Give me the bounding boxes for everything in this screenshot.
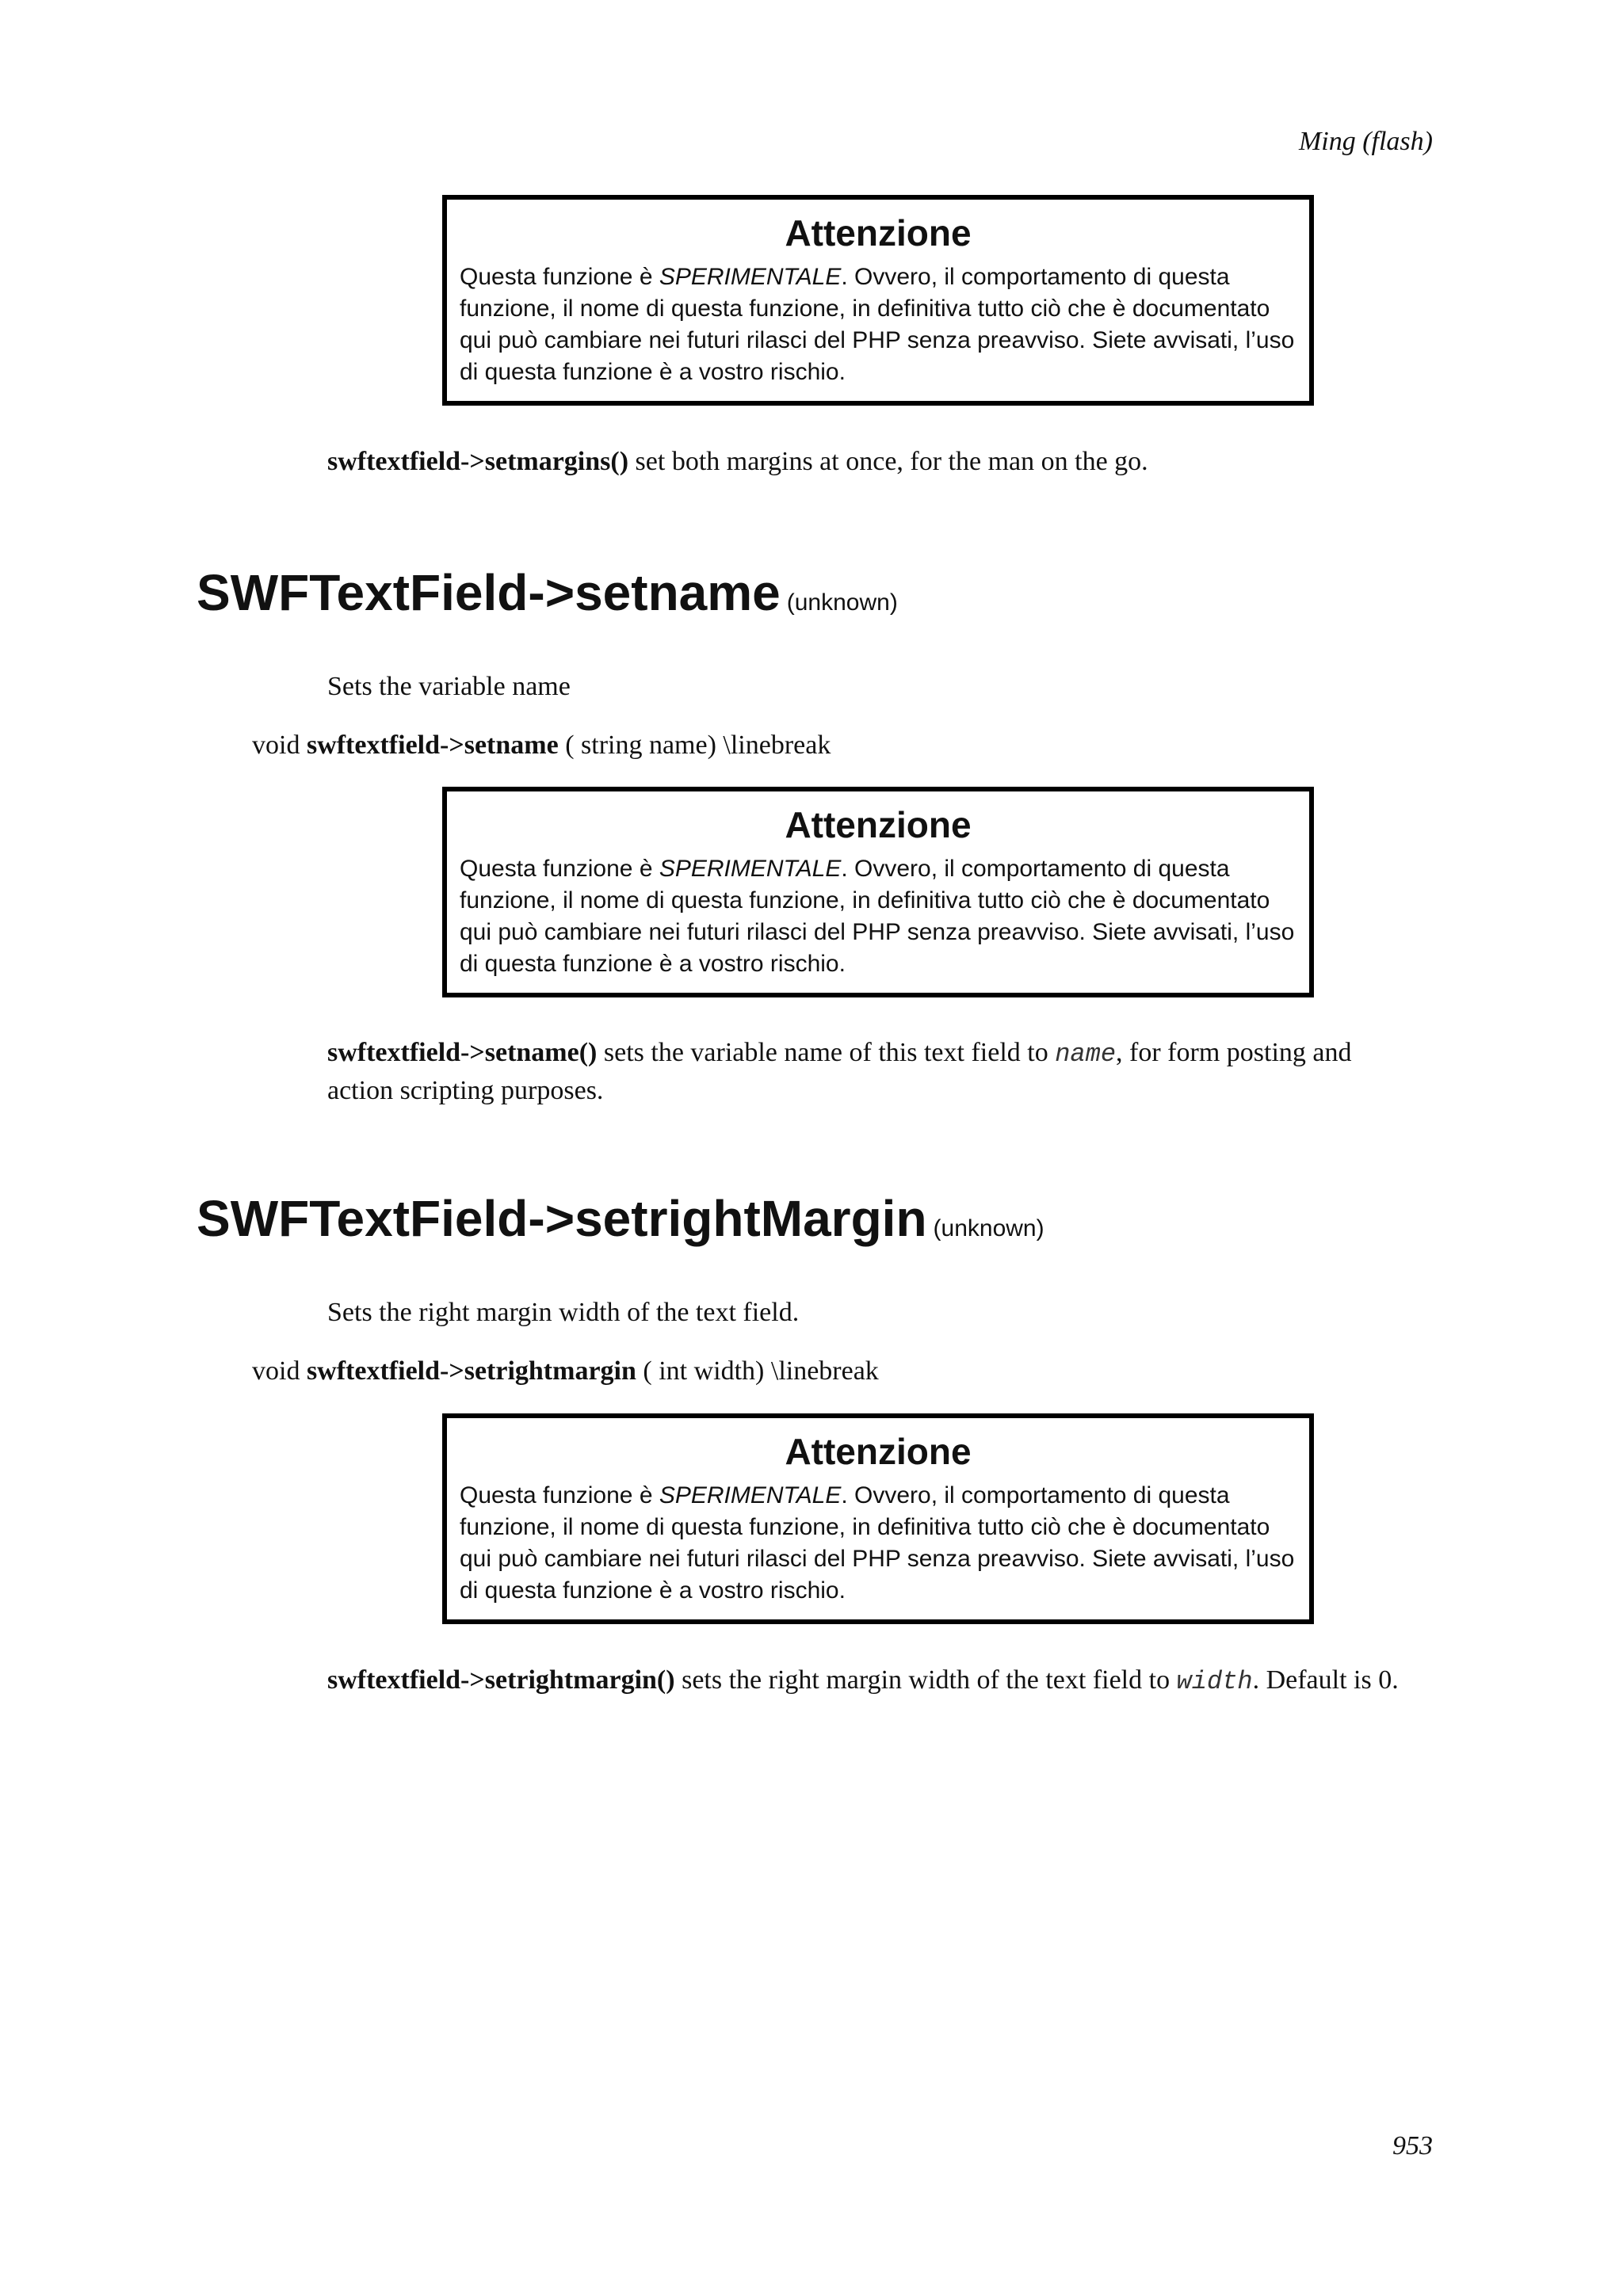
warning-box	[442, 1413, 1314, 1624]
parameter-width: width	[1176, 1667, 1253, 1696]
description-setname: swftextfield->setname() sets the variable name of this text field to name, for form posting and action scripting purposes.	[327, 1038, 1352, 1105]
prototype-setrightmargin: void swftextfield->setrightmargin ( int width) \linebreak	[252, 1356, 879, 1386]
running-head: Ming (flash)	[1298, 127, 1433, 156]
parameter-name: name	[1055, 1039, 1117, 1069]
warning-title: Attenzione	[785, 804, 972, 845]
warning-title: Attenzione	[785, 1431, 972, 1472]
summary-setrightmargin: Sets the right margin width of the text field.	[327, 1298, 800, 1327]
warning-title: Attenzione	[785, 212, 972, 254]
intro-paragraph: swftextfield->setmargins() set both margins at once, for the man on the go.	[327, 447, 1148, 476]
section-heading-setname: SWFTextField->setname (unknown)	[197, 564, 898, 621]
summary-setname: Sets the variable name	[327, 672, 571, 701]
warning-box	[442, 787, 1314, 997]
section-heading-setrightmargin: SWFTextField->setrightMargin (unknown)	[197, 1190, 1044, 1247]
warning-text: Questa funzione è SPERIMENTALE. Ovvero, il comportamento di questa funzione, il nome di questa funzione, in definitiva tutto ciò che è documentato qui può cambiare nei futuri rilasci del PHP senza preavviso. Siete avvisati, l’uso di questa funzione è a vostro rischio.	[460, 856, 1295, 977]
warning-text: Questa funzione è SPERIMENTALE. Ovvero, il comportamento di questa funzione, il nome di questa funzione, in definitiva tutto ciò che è documentato qui può cambiare nei futuri rilasci del PHP senza preavviso. Siete avvisati, l’uso di questa funzione è a vostro rischio.	[460, 1482, 1295, 1604]
warning-text: Questa funzione è SPERIMENTALE. Ovvero, il comportamento di questa funzione, il nome di questa funzione, in definitiva tutto ciò che è documentato qui può cambiare nei futuri rilasci del PHP senza preavviso. Siete avvisati, l’uso di questa funzione è a vostro rischio.	[460, 264, 1295, 385]
page-number: 953	[1392, 2131, 1433, 2161]
description-setrightmargin: swftextfield->setrightmargin() sets the right margin width of the text field to width. Default is 0.	[327, 1665, 1399, 1696]
warning-box	[442, 195, 1314, 406]
function-name: swftextfield->setmargins()	[327, 447, 629, 476]
prototype-setname: void swftextfield->setname ( string name) \linebreak	[252, 730, 831, 760]
